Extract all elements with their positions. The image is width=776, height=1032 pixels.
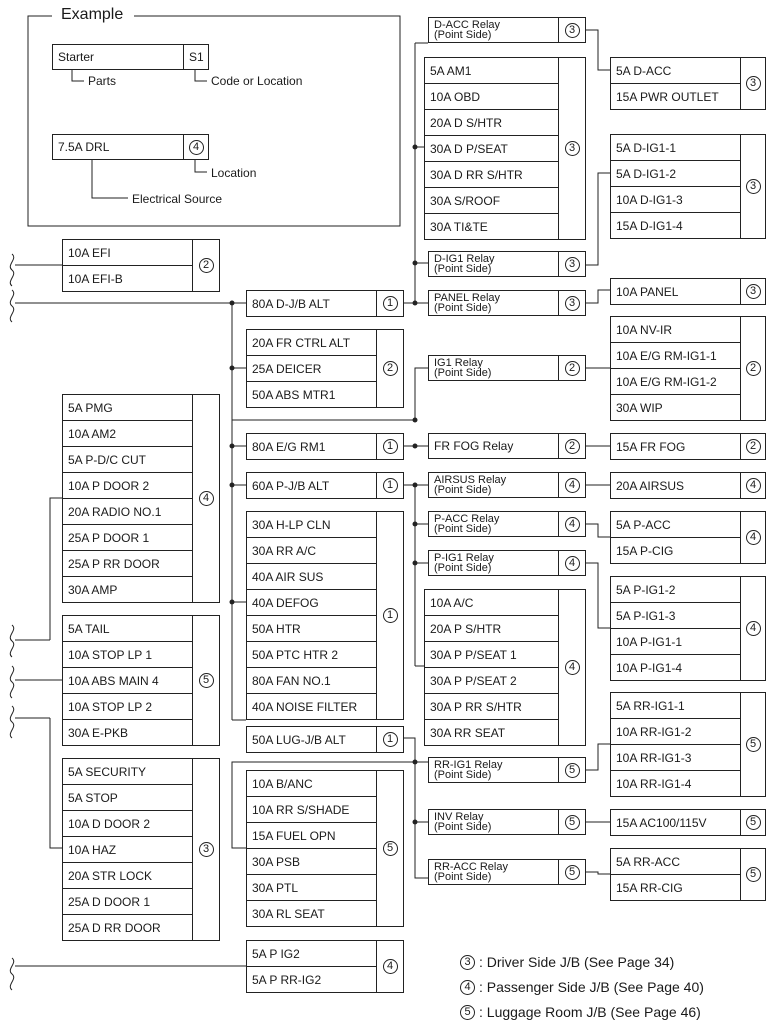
location-cell — [740, 692, 766, 797]
relay-name: PANEL Relay — [434, 292, 501, 304]
fuse-label: 40A NOISE FILTER — [246, 693, 377, 720]
location-cell — [740, 57, 766, 110]
footer-text: : Passenger Side J/B (See Page 40) — [479, 979, 704, 995]
relay-side: (Point Side) — [434, 302, 492, 314]
fuse-label: 10A EFI — [62, 239, 193, 266]
legend-leader-code — [195, 70, 207, 81]
fuse-group-pmg — [62, 394, 220, 603]
fuse-group-airsus — [610, 472, 766, 499]
location-circle: 1 — [383, 478, 398, 493]
relay-name: RR-IG1 Relay — [434, 759, 503, 771]
fuse-label: 5A P-IG1-3 — [610, 602, 741, 629]
fuse-label: 10A HAZ — [62, 836, 193, 863]
footer-line-driver-jb — [460, 954, 674, 970]
location-cell — [376, 511, 404, 720]
fuse-label: 30A S/ROOF — [424, 187, 559, 214]
location-cell — [558, 251, 586, 277]
location-cell — [558, 859, 586, 885]
relay-label — [428, 550, 559, 576]
fuse-label: 30A H-LP CLN — [246, 511, 377, 538]
location-circle: 3 — [565, 141, 580, 156]
location-circle: 1 — [383, 439, 398, 454]
fuse-label: 30A PTL — [246, 874, 377, 901]
legend-location-label: Location — [211, 166, 257, 180]
fuse-group-p-ig1 — [610, 576, 766, 681]
source-squiggle — [10, 706, 13, 738]
location-cell — [740, 472, 766, 499]
fuse-label: 30A E-PKB — [62, 719, 193, 746]
fuse-group-djb-alt — [246, 290, 404, 317]
relay-label — [428, 859, 559, 885]
fuse-label: 5A P-ACC — [610, 511, 741, 538]
location-cell — [558, 511, 586, 537]
fuse-label: 10A EFI-B — [62, 265, 193, 292]
fuse-group-p-acc — [610, 511, 766, 564]
fuse-group-ac100 — [610, 809, 766, 836]
fuse-group-pjb-alt — [246, 472, 404, 499]
location-circle: 5 — [383, 841, 398, 856]
fuse-label: 5A D-IG1-2 — [610, 160, 741, 187]
fuse-label: 30A D RR S/HTR — [424, 161, 559, 188]
relay-label — [428, 17, 559, 43]
location-circle: 5 — [460, 1005, 475, 1020]
location-cell — [376, 290, 404, 317]
fuse-label: 15A RR-CIG — [610, 874, 741, 901]
location-circle: 3 — [565, 257, 580, 272]
location-circle: 2 — [746, 439, 761, 454]
footer-text: : Luggage Room J/B (See Page 46) — [479, 1004, 701, 1020]
location-cell — [192, 615, 220, 746]
location-circle: 1 — [383, 296, 398, 311]
location-circle: 4 — [746, 621, 761, 636]
location-cell — [558, 57, 586, 240]
fuse-label: 80A FAN NO.1 — [246, 667, 377, 694]
fuse-label: 5A P-IG1-2 — [610, 576, 741, 603]
fuse-label: 5A AM1 — [424, 57, 559, 84]
fuse-label: 10A ABS MAIN 4 — [62, 667, 193, 694]
fuse-group-rr-ig1 — [610, 692, 766, 797]
fuse-label: 20A P S/HTR — [424, 615, 559, 642]
footer-text: : Driver Side J/B (See Page 34) — [479, 954, 675, 970]
location-circle: 3 — [565, 23, 580, 38]
location-cell — [192, 239, 220, 292]
fuse-group-tail — [62, 615, 220, 746]
fuse-group-eg-rm1 — [246, 433, 404, 460]
location-cell — [740, 511, 766, 564]
legend-source-loc — [183, 134, 209, 160]
location-circle: 5 — [746, 815, 761, 830]
location-cell — [740, 576, 766, 681]
location-cell — [192, 758, 220, 941]
relay-rr-ig1 — [428, 757, 586, 783]
fuse-label: 10A E/G RM-IG1-1 — [610, 342, 741, 369]
legend-part-code: S1 — [183, 44, 209, 70]
location-circle: 4 — [746, 530, 761, 545]
legend-parts-label: Parts — [88, 74, 117, 88]
fuse-label: 10A E/G RM-IG1-2 — [610, 368, 741, 395]
fuse-label: 10A RR S/SHADE — [246, 796, 377, 823]
fuse-label: 5A SECURITY — [62, 758, 193, 785]
relay-label — [428, 290, 559, 316]
relay-name: RR-ACC Relay — [434, 861, 508, 873]
relay-fr-fog — [428, 433, 586, 459]
location-cell — [558, 290, 586, 316]
fuse-group-ac — [424, 589, 586, 746]
location-circle: 4 — [199, 491, 214, 506]
fuse-label: 80A E/G RM1 — [246, 433, 377, 460]
fuse-group-am1 — [424, 57, 586, 240]
fuse-label: 30A P RR S/HTR — [424, 693, 559, 720]
fuse-label: 30A PSB — [246, 848, 377, 875]
location-circle: 4 — [189, 140, 204, 155]
footer-line-passenger-jb — [460, 979, 704, 995]
relay-label — [428, 809, 559, 835]
location-cell — [740, 316, 766, 421]
fuse-label: 60A P-J/B ALT — [246, 472, 377, 499]
footer-line-luggage-jb — [460, 1004, 701, 1020]
relay-inv — [428, 809, 586, 835]
source-squiggle — [10, 290, 13, 322]
fuse-group-fr-ctrl — [246, 329, 404, 408]
fuse-label: 15A PWR OUTLET — [610, 83, 741, 110]
relay-label — [428, 472, 559, 498]
fuse-label: 5A P-D/C CUT — [62, 446, 193, 473]
fuse-label: 25A DEICER — [246, 355, 377, 382]
fuse-label: 20A D S/HTR — [424, 109, 559, 136]
relay-side: (Point Side) — [434, 484, 492, 496]
source-squiggle — [10, 666, 13, 698]
relay-name: IG1 Relay — [434, 357, 483, 369]
relay-label — [428, 757, 559, 783]
location-circle: 1 — [383, 608, 398, 623]
fuse-label: 30A TI&TE — [424, 213, 559, 240]
fuse-label: 20A FR CTRL ALT — [246, 329, 377, 356]
fuse-label: 15A AC100/115V — [610, 809, 741, 836]
relay-p-ig1 — [428, 550, 586, 576]
fuse-group-hlp — [246, 511, 404, 720]
source-squiggle — [10, 625, 13, 657]
fuse-label: 10A STOP LP 2 — [62, 693, 193, 720]
relay-rr-acc — [428, 859, 586, 885]
fuse-label: 50A LUG-J/B ALT — [246, 726, 377, 753]
location-circle: 4 — [383, 959, 398, 974]
relay-d-ig1 — [428, 251, 586, 277]
relay-side: (Point Side) — [434, 29, 492, 41]
fuse-label: 30A P P/SEAT 2 — [424, 667, 559, 694]
fuse-label: 10A RR-IG1-2 — [610, 718, 741, 745]
relay-label — [428, 251, 559, 277]
fuse-label: 5A STOP — [62, 784, 193, 811]
legend-title: Example — [56, 6, 128, 24]
fuse-label: 20A STR LOCK — [62, 862, 193, 889]
fuse-label: 30A RL SEAT — [246, 900, 377, 927]
fuse-label: 25A D DOOR 1 — [62, 888, 193, 915]
fuse-group-efi — [62, 239, 220, 292]
fuse-label: 5A P IG2 — [246, 940, 377, 967]
relay-name: INV Relay — [434, 811, 484, 823]
fuse-label: 10A P-IG1-4 — [610, 654, 741, 681]
relay-label: FR FOG Relay — [428, 433, 559, 459]
fuse-label: 10A OBD — [424, 83, 559, 110]
location-circle: 5 — [565, 815, 580, 830]
relay-airsus — [428, 472, 586, 498]
fuse-label: 5A D-ACC — [610, 57, 741, 84]
fuse-group-fr-fog — [610, 433, 766, 460]
relay-name: D-ACC Relay — [434, 19, 501, 31]
location-circle: 2 — [565, 439, 580, 454]
fuse-group-lug-jb — [246, 726, 404, 753]
fuse-label: 15A FR FOG — [610, 433, 741, 460]
location-cell — [558, 472, 586, 498]
location-circle: 3 — [746, 179, 761, 194]
fuse-label: 10A B/ANC — [246, 770, 377, 797]
fuse-label: 30A P P/SEAT 1 — [424, 641, 559, 668]
legend-leader-source — [92, 160, 128, 198]
fuse-label: 25A P DOOR 1 — [62, 524, 193, 551]
fuse-label: 30A WIP — [610, 394, 741, 421]
fuse-label: 10A P DOOR 2 — [62, 472, 193, 499]
legend-code-label: Code or Location — [211, 74, 303, 88]
fuse-label: 10A PANEL — [610, 278, 741, 305]
location-cell — [558, 550, 586, 576]
fuse-label: 5A D-IG1-1 — [610, 134, 741, 161]
fuse-label: 30A D P/SEAT — [424, 135, 559, 162]
legend-leader-parts — [72, 70, 84, 81]
fuse-label: 15A P-CIG — [610, 537, 741, 564]
location-circle: 2 — [565, 361, 580, 376]
location-circle: 4 — [460, 980, 475, 995]
location-circle: 1 — [383, 732, 398, 747]
source-squiggle — [10, 958, 13, 990]
location-circle: 5 — [565, 865, 580, 880]
location-cell — [376, 329, 404, 408]
fuse-label: 10A P-IG1-1 — [610, 628, 741, 655]
fuse-label: 15A D-IG1-4 — [610, 212, 741, 239]
location-circle: 3 — [746, 76, 761, 91]
location-cell — [740, 809, 766, 836]
relay-side: (Point Side) — [434, 367, 492, 379]
relay-side: (Point Side) — [434, 263, 492, 275]
location-circle: 5 — [746, 867, 761, 882]
location-cell — [740, 848, 766, 901]
fuse-label: 5A P RR-IG2 — [246, 966, 377, 993]
relay-p-acc — [428, 511, 586, 537]
relay-panel — [428, 290, 586, 316]
fuse-group-panel — [610, 278, 766, 305]
fuse-label: 50A HTR — [246, 615, 377, 642]
fuse-label: 5A TAIL — [62, 615, 193, 642]
fuse-label: 30A RR SEAT — [424, 719, 559, 746]
fuse-label: 5A PMG — [62, 394, 193, 421]
location-cell — [740, 433, 766, 460]
relay-name: P-ACC Relay — [434, 513, 500, 525]
fuse-label: 30A RR A/C — [246, 537, 377, 564]
fuse-label: 10A A/C — [424, 589, 559, 616]
location-circle: 3 — [199, 842, 214, 857]
fuse-label: 40A DEFOG — [246, 589, 377, 616]
fuse-label: 15A FUEL OPN — [246, 822, 377, 849]
fuse-label: 5A RR-IG1-1 — [610, 692, 741, 719]
location-cell — [376, 770, 404, 927]
relay-name: P-IG1 Relay — [434, 552, 494, 564]
location-cell — [558, 355, 586, 381]
location-circle: 5 — [199, 673, 214, 688]
location-circle: 2 — [383, 361, 398, 376]
fuse-label: 40A AIR SUS — [246, 563, 377, 590]
location-circle: 2 — [746, 361, 761, 376]
fuse-label: 25A D RR DOOR — [62, 914, 193, 941]
fuse-label: 10A RR-IG1-3 — [610, 744, 741, 771]
fuse-label: 10A AM2 — [62, 420, 193, 447]
location-circle: 3 — [460, 955, 475, 970]
location-circle: 2 — [199, 258, 214, 273]
fuse-label: 10A STOP LP 1 — [62, 641, 193, 668]
location-circle: 4 — [565, 517, 580, 532]
fuse-label: 25A P RR DOOR — [62, 550, 193, 577]
fuse-label: 20A RADIO NO.1 — [62, 498, 193, 525]
fuse-label: 50A ABS MTR1 — [246, 381, 377, 408]
fuse-group-rr-acc — [610, 848, 766, 901]
fuse-label: 80A D-J/B ALT — [246, 290, 377, 317]
location-circle: 5 — [565, 763, 580, 778]
fuse-label: 50A PTC HTR 2 — [246, 641, 377, 668]
fuse-label: 5A RR-ACC — [610, 848, 741, 875]
source-squiggle — [10, 254, 13, 286]
relay-name: D-IG1 Relay — [434, 253, 495, 265]
fuse-label: 10A D DOOR 2 — [62, 810, 193, 837]
relay-side: (Point Side) — [434, 769, 492, 781]
fuse-label: 10A NV-IR — [610, 316, 741, 343]
location-cell — [376, 726, 404, 753]
legend-source-name: 7.5A DRL — [52, 134, 184, 160]
location-cell — [740, 278, 766, 305]
location-circle: 4 — [565, 660, 580, 675]
relay-ig1 — [428, 355, 586, 381]
fuse-group-d-acc — [610, 57, 766, 110]
location-cell — [376, 433, 404, 460]
location-circle: 3 — [746, 284, 761, 299]
relay-name: AIRSUS Relay — [434, 474, 507, 486]
relay-d-acc — [428, 17, 586, 43]
location-circle: 4 — [565, 478, 580, 493]
fuse-label: 10A RR-IG1-4 — [610, 770, 741, 797]
legend-part-name: Starter — [52, 44, 184, 70]
relay-side: (Point Side) — [434, 523, 492, 535]
fuse-group-security — [62, 758, 220, 941]
fuse-label: 30A AMP — [62, 576, 193, 603]
location-cell — [376, 940, 404, 993]
fuse-group-banc — [246, 770, 404, 927]
fuse-label: 20A AIRSUS — [610, 472, 741, 499]
fuse-group-nv-ir — [610, 316, 766, 421]
legend-source-label: Electrical Source — [132, 192, 223, 206]
location-cell — [192, 394, 220, 603]
location-circle: 4 — [565, 556, 580, 571]
location-circle: 4 — [746, 478, 761, 493]
location-cell — [740, 134, 766, 239]
fuse-label: 10A D-IG1-3 — [610, 186, 741, 213]
relay-label — [428, 355, 559, 381]
location-cell — [376, 472, 404, 499]
relay-label — [428, 511, 559, 537]
location-circle: 3 — [565, 296, 580, 311]
relay-side: (Point Side) — [434, 821, 492, 833]
relay-side: (Point Side) — [434, 871, 492, 883]
location-cell — [558, 589, 586, 746]
fuse-group-d-ig1 — [610, 134, 766, 239]
relay-side: (Point Side) — [434, 562, 492, 574]
location-cell — [558, 809, 586, 835]
location-cell — [558, 757, 586, 783]
location-cell — [558, 17, 586, 43]
fuse-group-p-ig2 — [246, 940, 404, 993]
location-cell — [558, 433, 586, 459]
legend-leader-location — [195, 160, 207, 172]
location-circle: 5 — [746, 737, 761, 752]
